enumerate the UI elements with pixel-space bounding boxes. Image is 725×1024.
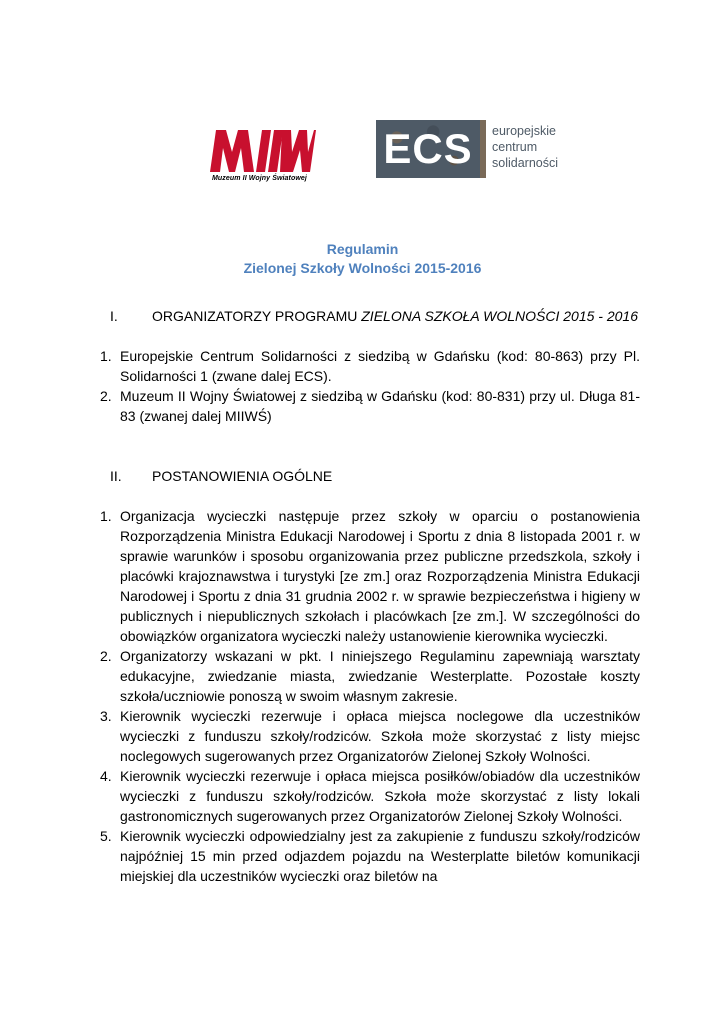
- ecs-logo-text: [492, 123, 558, 171]
- list-item-number: 1.: [100, 348, 112, 364]
- section-number: II.: [110, 468, 122, 484]
- list-item: [100, 386, 640, 426]
- list-item-text: Muzeum II Wojny Światowej z siedzibą w Gdańsku (kod: 80-831) przy ul. Długa 81-83 (zwanej dalej MIIWŚ): [120, 388, 640, 424]
- ecs-logo-letters: ECS: [383, 125, 473, 172]
- list-item-text: Organizatorzy wskazani w pkt. I niniejszego Regulaminu zapewniają warsztaty edukacyjne, zwiedzanie miasta, zwiedzanie Westerplatte. Pozostałe koszty szkoła/uczniowie ponoszą w swoim własnym zakresie.: [120, 648, 640, 704]
- list-item-text: Kierownik wycieczki rezerwuje i opłaca miejsca noclegowe dla uczestników wycieczki z funduszu szkoły/rodziców. Szkoła może skorzystać z listy miejsc noclegowych sugerowanych przez Organizatorów Zielonej Szkoły Wolności.: [120, 708, 640, 764]
- list-item: [100, 506, 640, 646]
- title-line-2: Zielonej Szkoły Wolności 2015-2016: [243, 260, 482, 276]
- list-item-number: 1.: [100, 508, 112, 524]
- list-item: [100, 646, 640, 706]
- miiw-caption: Muzeum II Wojny Światowej: [212, 175, 307, 182]
- section-heading-italic: ZIELONA SZKOŁA WOLNOŚCI 2015 - 2016: [361, 308, 638, 324]
- ecs-logo: [376, 120, 566, 178]
- list-item-text: Europejskie Centrum Solidarności z siedzibą w Gdańsku (kod: 80-863) przy Pl. Solidarności 1 (zwane dalej ECS).: [120, 348, 640, 384]
- list-item-number: 2.: [100, 388, 112, 404]
- section-heading-text: [152, 306, 640, 326]
- list-item-text: Kierownik wycieczki rezerwuje i opłaca miejsca posiłków/obiadów dla uczestników wycieczki z funduszu szkoły/rodziców. Szkoła może skorzystać z listy lokali gastronomicznych sugerowanych przez Organizatorów Zielonej Szkoły Wolności.: [120, 768, 640, 824]
- section-heading-text: POSTANOWIENIA OGÓLNE: [152, 468, 333, 484]
- ecs-text-line: centrum: [492, 140, 538, 154]
- list-item-number: 2.: [100, 648, 112, 664]
- list-item-text: Organizacja wycieczki następuje przez szkoły w oparciu o postanowienia Rozporządzenia Ministra Edukacji Narodowej i Sportu z dnia 8 listopada 2001 r. w sprawie warunków i sposobu organizowania przez publiczne przedszkola, szkoły i placówki krajoznawstwa i turystyki [ze zm.] oraz Rozporządzenia Ministra Edukacji Narodowej i Sportu z dnia 31 grudnia 2002 r. w sprawie bezpieczeństwa i higieny w publicznych i niepublicznych szkołach i placówkach [ze zm.]. W szczególności do obowiązków organizatora wycieczki należy ustanowienie kierownika wycieczki.: [120, 508, 640, 644]
- ecs-logo-stripe: [480, 120, 486, 178]
- section-1-heading: [110, 306, 640, 326]
- document-title: [0, 240, 725, 278]
- section-number: I.: [110, 308, 118, 324]
- list-item: [100, 766, 640, 826]
- document-body: [100, 306, 640, 886]
- section-heading-plain: ORGANIZATORZY PROGRAMU: [152, 308, 362, 324]
- title-line-1: Regulamin: [326, 241, 399, 257]
- ecs-text-line: europejskie: [492, 124, 556, 138]
- list-item-text: Kierownik wycieczki odpowiedzialny jest za zakupienie z funduszu szkoły/rodziców najpóźniej 15 min przed odjazdem pojazdu na Westerplatte biletów komunikacji miejskiej dla uczestników wycieczki oraz biletów na: [120, 828, 640, 884]
- list-item-number: 4.: [100, 768, 112, 784]
- list-item-number: 3.: [100, 708, 112, 724]
- list-item: [100, 346, 640, 386]
- miiw-logo: [210, 126, 318, 186]
- list-item: [100, 706, 640, 766]
- miiw-logo-mark: [210, 126, 316, 174]
- list-item: [100, 826, 640, 886]
- logos-header: [0, 118, 725, 188]
- ecs-text-line: solidarności: [492, 156, 559, 170]
- section-2-heading: [110, 466, 640, 486]
- list-item-number: 5.: [100, 828, 112, 844]
